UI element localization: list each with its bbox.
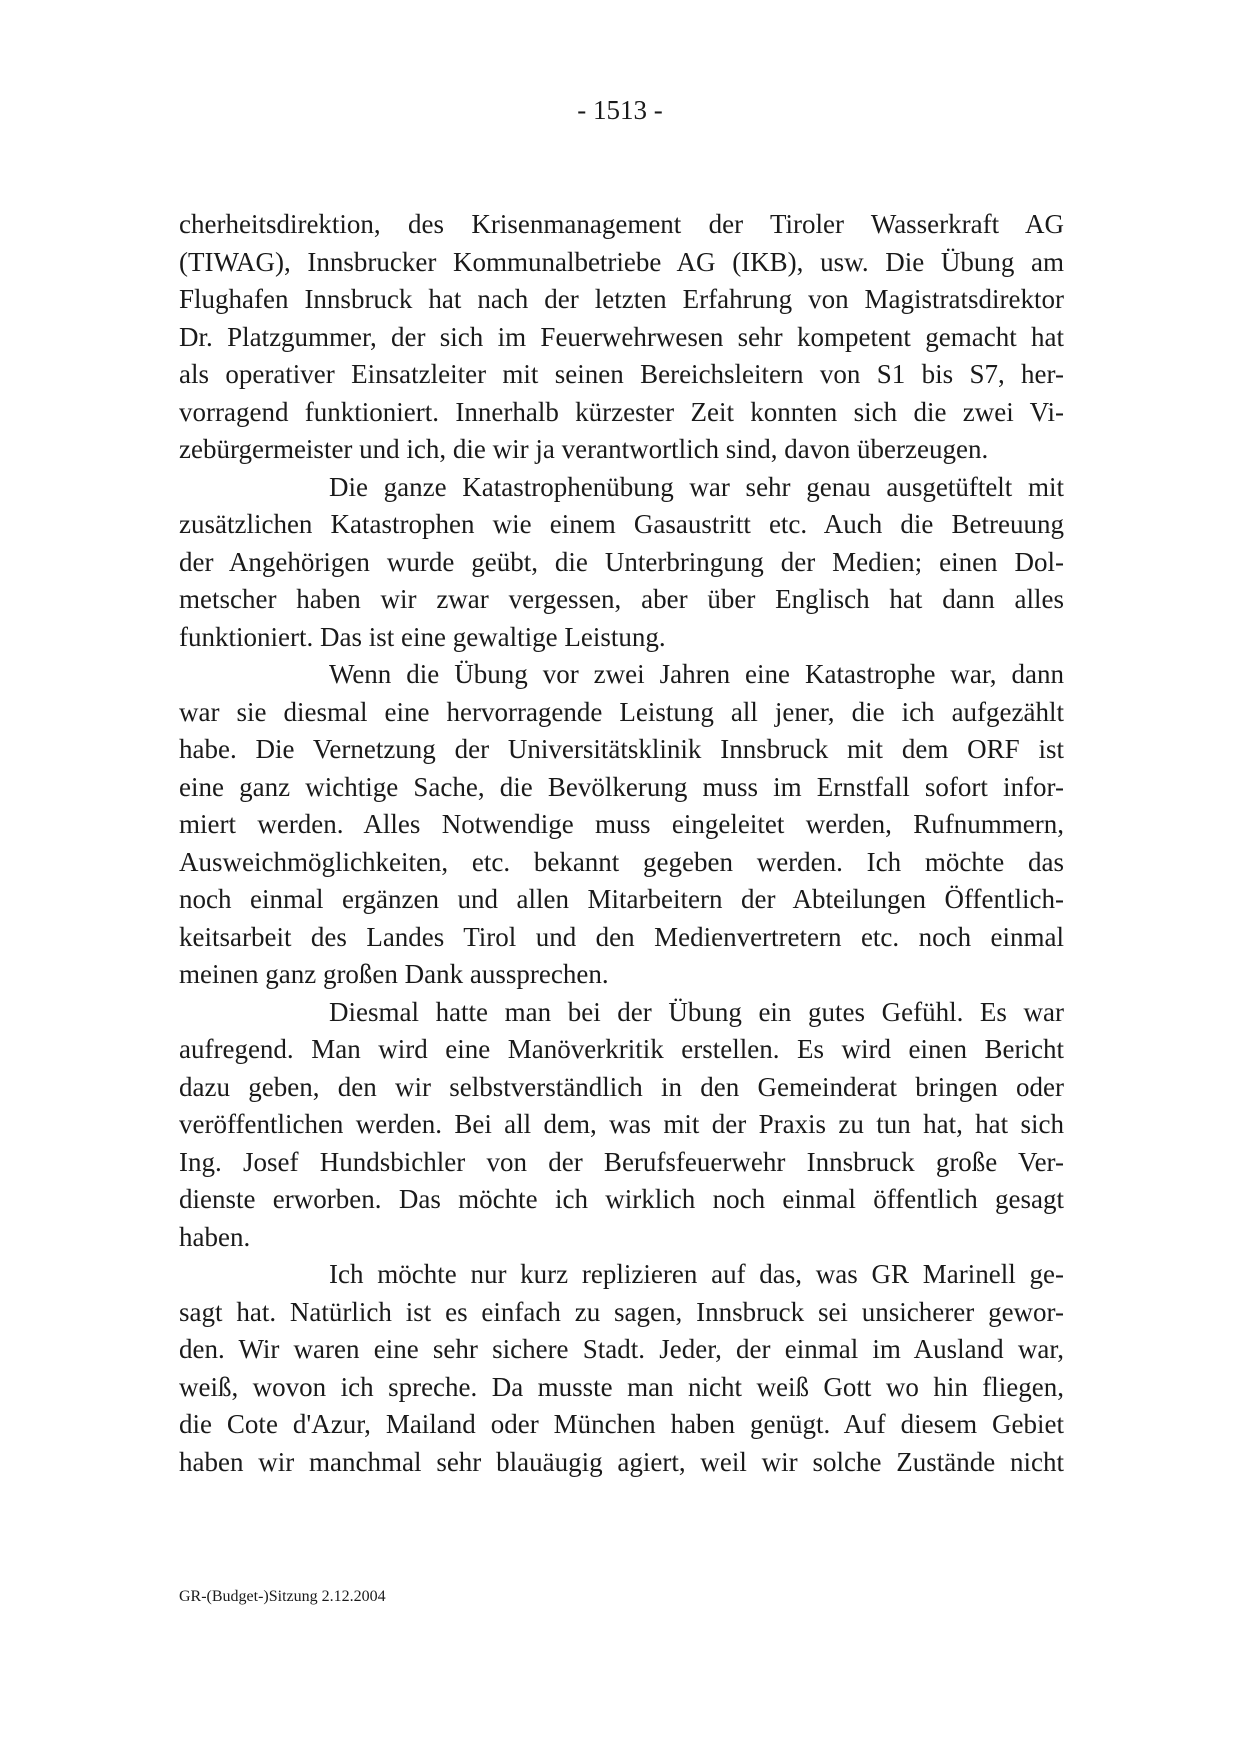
text-line: vorragend funktioniert. Innerhalb kürzester Zeit konnten sich die zwei Vi- <box>179 396 1064 427</box>
text-line: funktioniert. Das ist eine gewaltige Leistung. <box>179 621 666 652</box>
text-line: Ich möchte nur kurz replizieren auf das, was GR Marinell ge- <box>329 1259 1064 1289</box>
text-line: haben. <box>179 1221 251 1252</box>
text-line: zusätzlichen Katastrophen wie einem Gasaustritt etc. Auch die Betreuung <box>179 509 1064 539</box>
text-line: den. Wir waren eine sehr sichere Stadt. Jeder, der einmal im Ausland war, <box>179 1334 1064 1364</box>
text-line: (TIWAG), Innsbrucker Kommunalbetriebe AG (IKB), usw. Die Übung am <box>179 246 1064 277</box>
body-text <box>179 206 1064 1481</box>
text-line: miert werden. Alles Notwendige muss eingeleitet werden, Rufnummern, <box>179 809 1064 839</box>
text-line: Flughafen Innsbruck hat nach der letzten Erfahrung von Magistratsdirektor <box>179 284 1064 314</box>
text-line: dienste erworben. Das möchte ich wirklich noch einmal öffentlich gesagt <box>179 1184 1064 1214</box>
text-line: veröffentlichen werden. Bei all dem, was mit der Praxis zu tun hat, hat sich <box>179 1109 1064 1139</box>
footer: GR-(Budget-)Sitzung 2.12.2004 <box>179 1588 386 1605</box>
text-line: Die ganze Katastrophenübung war sehr genau ausgetüftelt mit <box>329 471 1064 502</box>
text-line: weiß, wovon ich spreche. Da musste man nicht weiß Gott wo hin fliegen, <box>179 1371 1064 1402</box>
text-line: eine ganz wichtige Sache, die Bevölkerung muss im Ernstfall sofort infor- <box>179 771 1064 802</box>
text-line: Ing. Josef Hundsbichler von der Berufsfeuerwehr Innsbruck große Ver- <box>179 1146 1064 1177</box>
text-line: zebürgermeister und ich, die wir ja verantwortlich sind, davon überzeugen. <box>179 434 989 464</box>
text-line: der Angehörigen wurde geübt, die Unterbringung der Medien; einen Dol- <box>179 546 1064 577</box>
text-line: dazu geben, den wir selbstverständlich in den Gemeinderat bringen oder <box>179 1071 1064 1102</box>
page-number: - 1513 - <box>577 95 663 125</box>
text-line: meinen ganz großen Dank aussprechen. <box>179 959 609 989</box>
text-line: aufregend. Man wird eine Manöverkritik erstellen. Es wird einen Bericht <box>179 1034 1064 1064</box>
text-line: die Cote d'Azur, Mailand oder München haben genügt. Auf diesem Gebiet <box>179 1409 1064 1439</box>
text-line: haben wir manchmal sehr blauäugig agiert, weil wir solche Zustände nicht <box>179 1446 1064 1477</box>
text-line: Dr. Platzgummer, der sich im Feuerwehrwesen sehr kompetent gemacht hat <box>179 321 1064 352</box>
text-line: Diesmal hatte man bei der Übung ein gutes Gefühl. Es war <box>329 996 1064 1027</box>
text-line: metscher haben wir zwar vergessen, aber über Englisch hat dann alles <box>179 584 1064 614</box>
text-line: als operativer Einsatzleiter mit seinen Bereichsleitern von S1 bis S7, her- <box>179 359 1064 389</box>
text-line: sagt hat. Natürlich ist es einfach zu sagen, Innsbruck sei unsicherer gewor- <box>179 1296 1064 1327</box>
text-line: keitsarbeit des Landes Tirol und den Medienvertretern etc. noch einmal <box>179 921 1064 952</box>
text-line: Ausweichmöglichkeiten, etc. bekannt gegeben werden. Ich möchte das <box>179 846 1064 877</box>
text-line: Wenn die Übung vor zwei Jahren eine Katastrophe war, dann <box>329 659 1064 689</box>
text-line: war sie diesmal eine hervorragende Leistung all jener, die ich aufgezählt <box>179 696 1064 727</box>
text-line: habe. Die Vernetzung der Universitätsklinik Innsbruck mit dem ORF ist <box>179 734 1064 764</box>
text-line: cherheitsdirektion, des Krisenmanagement der Tiroler Wasserkraft AG <box>179 209 1064 239</box>
text-line: noch einmal ergänzen und allen Mitarbeitern der Abteilungen Öffentlich- <box>179 884 1064 914</box>
